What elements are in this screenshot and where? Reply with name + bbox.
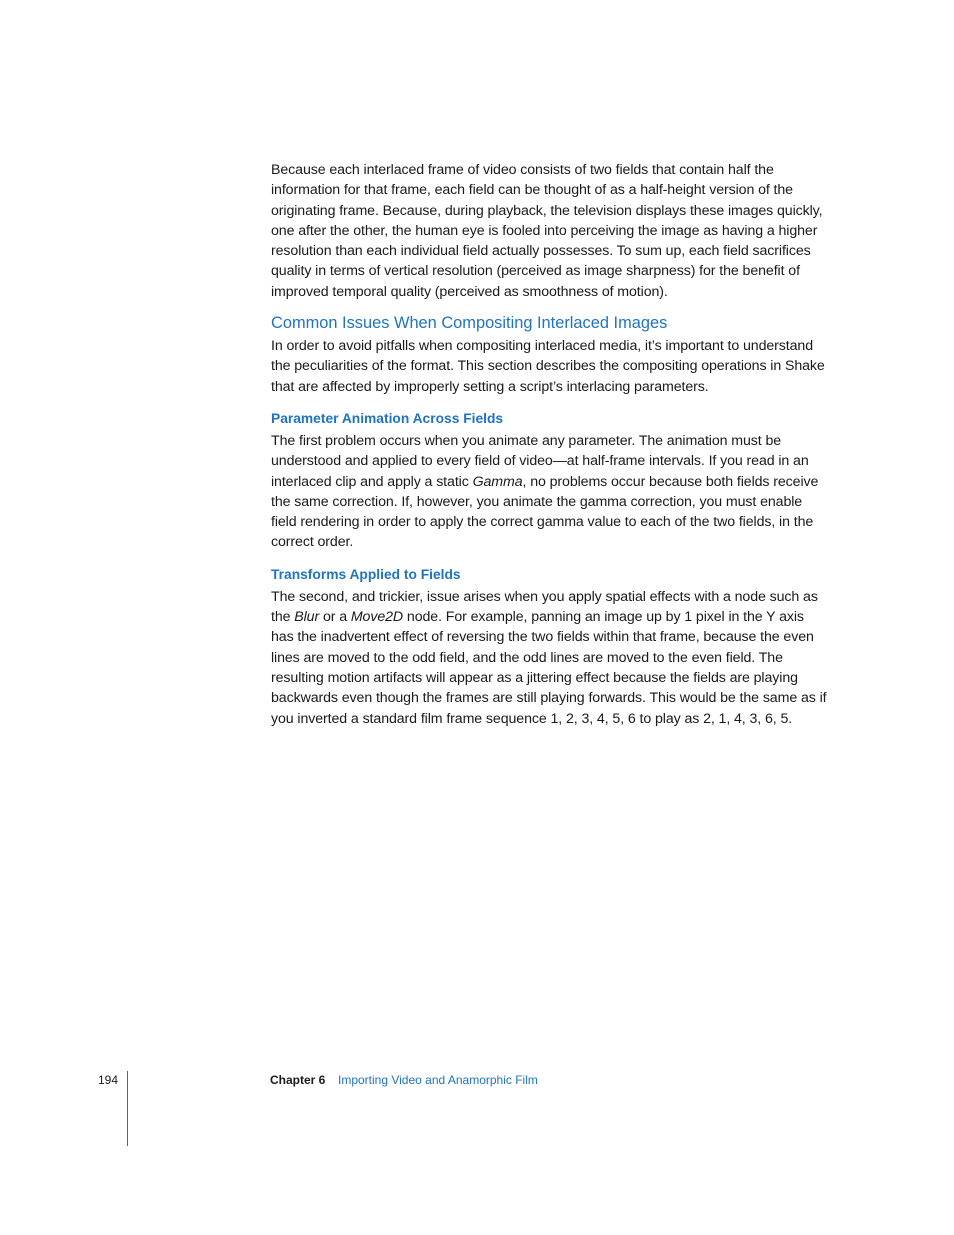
text-run: , no problems occur because both fields receive the same correction. If, however, you animate the gamma correction, you must enable field rendering in order to apply the correct gamma value to each of the two fields, in the correct order. xyxy=(271,473,819,551)
page-number: 194 xyxy=(98,1073,119,1087)
chapter-title: Importing Video and Anamorphic Film xyxy=(338,1073,538,1087)
node-name-blur: Blur xyxy=(294,609,320,626)
subsection-heading-transforms: Transforms Applied to Fields xyxy=(271,566,461,582)
section-heading: Common Issues When Compositing Interlaced Images xyxy=(271,314,668,333)
text-run: The first problem occurs when you animate any parameter. The animation must be understood and applied to every field of video—at half-frame intervals. If you read in an interlaced clip and apply a static xyxy=(271,432,809,490)
chapter-label: Chapter 6 xyxy=(270,1073,326,1087)
node-name-gamma: Gamma xyxy=(472,473,523,490)
text-run: The second, and trickier, issue arises when you apply spatial effects with a node such as the xyxy=(271,588,818,626)
text-run: node. For example, panning an image up by 1 pixel in the Y axis has the inadvertent effect of reversing the two fields within that frame, because the even lines are moved to the odd field, and the odd lines are moved to the even field. The resulting motion artifacts will appear as a jittering effect because the fields are playing backwards even though the frames are still playing forwards. This would be the same as if you inverted a standard film frame sequence 1, 2, 3, 4, 5, 6 to play as 2, 1, 4, 3, 6, 5. xyxy=(271,609,827,727)
footer-divider xyxy=(127,1071,128,1146)
text-run: or a xyxy=(319,609,351,626)
subsection-heading-parameter-animation: Parameter Animation Across Fields xyxy=(271,410,504,426)
node-name-move2d: Move2D xyxy=(350,609,404,626)
section-paragraph: In order to avoid pitfalls when compositing interlaced media, it’s important to understand the peculiarities of the format. This section describes the compositing operations in Shake that are affected by improperly setting a script’s interlacing parameters. xyxy=(271,338,825,395)
subsection-paragraph-transforms xyxy=(271,587,827,729)
intro-paragraph: Because each interlaced frame of video consists of two fields that contain half the information for that frame, each field can be thought of as a half-height version of the originating frame. Because, during playback, the television displays these images quickly, one after the other, the human eye is fooled into perceiving the image as having a higher resolution than each individual field actually possesses. To sum up, each field sacrifices quality in terms of vertical resolution (perceived as image sharpness) for the benefit of improved temporal quality (perceived as smoothness of motion). xyxy=(271,162,823,300)
subsection-paragraph-parameter-animation xyxy=(271,431,827,553)
page-content xyxy=(271,160,827,729)
